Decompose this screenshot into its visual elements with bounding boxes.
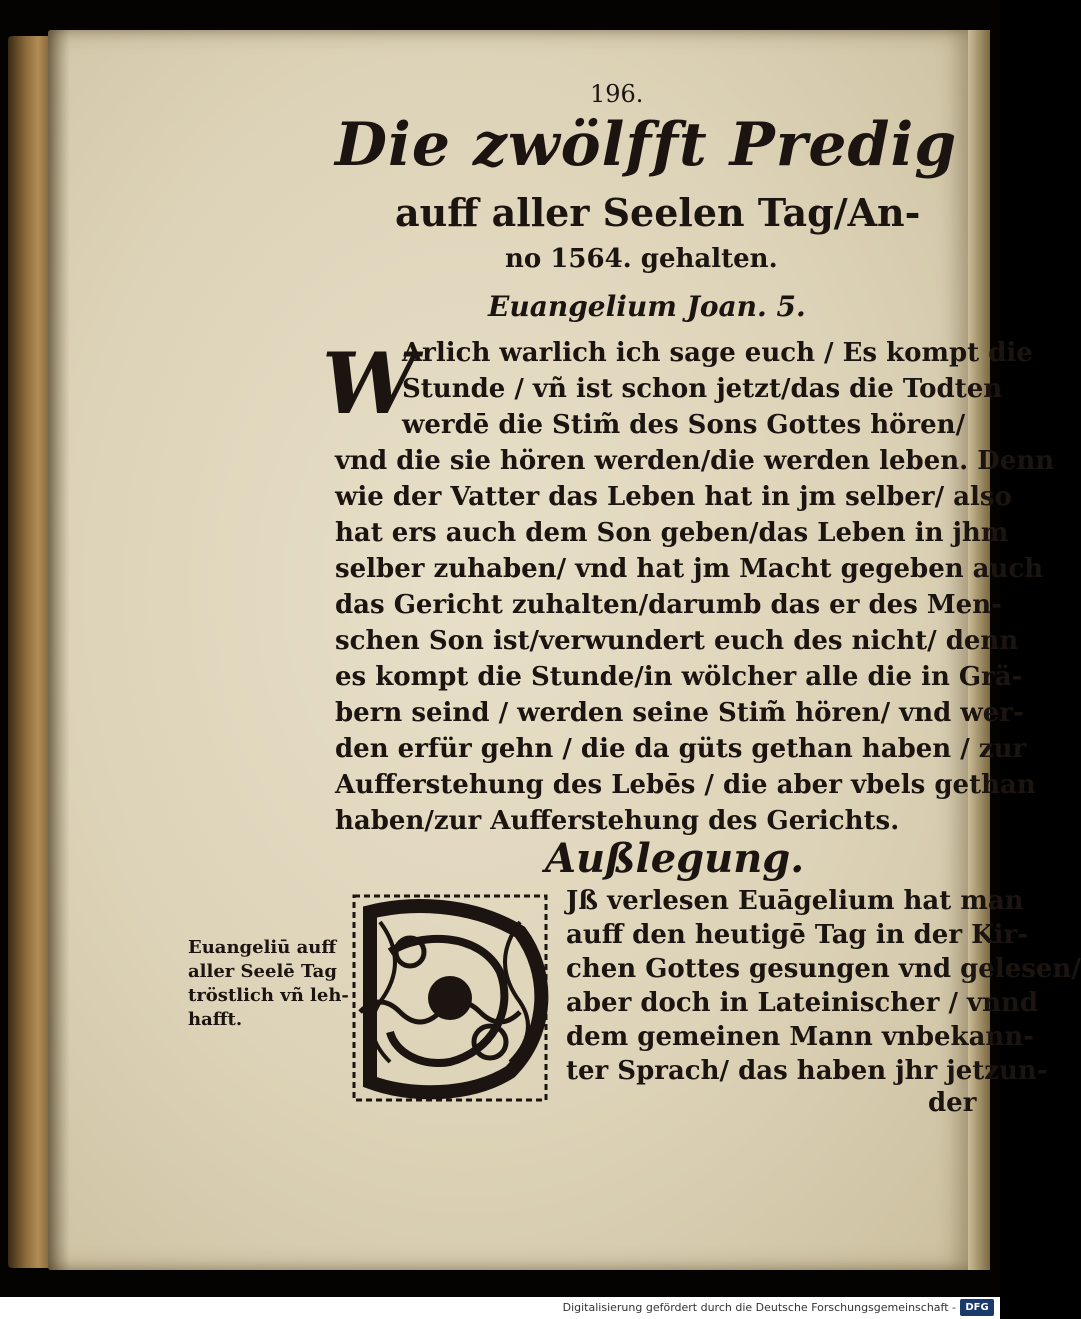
margin-note-line: tröstlich vñ leh- bbox=[188, 985, 349, 1006]
subtitle-line-1: auff aller Seelen Tag/An- bbox=[395, 190, 921, 235]
footer-credit: Digitalisierung gefördert durch die Deutsche Forschungsgemeinschaft - bbox=[562, 1301, 956, 1314]
exposition-line: dem gemeinen Mann vnbekann- bbox=[566, 1022, 1035, 1052]
margin-note-line: Euangeliū auff bbox=[188, 937, 337, 958]
gospel-line: Aufferstehung des Lebēs / die aber vbels gethan bbox=[335, 770, 1036, 800]
gospel-line: haben/zur Aufferstehung des Gerichts. bbox=[335, 806, 900, 836]
gospel-line: werdē die Stim̃ des Sons Gottes hören/ bbox=[402, 410, 966, 440]
margin-note bbox=[188, 936, 349, 1032]
page-title: Die zwölfft Predig bbox=[335, 110, 958, 180]
gospel-line: Arlich warlich ich sage euch / Es kompt die bbox=[402, 338, 1033, 368]
catchword: der bbox=[928, 1088, 977, 1118]
exposition-line: chen Gottes gesungen vnd gelesen/ bbox=[566, 954, 1081, 984]
gospel-line: hat ers auch dem Son geben/das Leben in jhm bbox=[335, 518, 1009, 548]
exposition-heading: Außlegung. bbox=[545, 835, 805, 882]
gospel-line: selber zuhaben/ vnd hat jm Macht gegeben auch bbox=[335, 554, 1044, 584]
gospel-line: es kompt die Stunde/in wölcher alle die in Grä- bbox=[335, 662, 1023, 692]
gospel-line: das Gericht zuhalten/darumb das er des Men- bbox=[335, 590, 1002, 620]
margin-note-line: hafft. bbox=[188, 1009, 243, 1030]
exposition-line: auff den heutigē Tag in der Kir- bbox=[566, 920, 1029, 950]
gospel-line: den erfür gehn / die da güts gethan haben / zur bbox=[335, 734, 1027, 764]
gospel-line: wie der Vatter das Leben hat in jm selber/ also bbox=[335, 482, 1012, 512]
ornamental-initial-d-icon bbox=[350, 892, 550, 1104]
gospel-line: schen Son ist/verwundert euch des nicht/ denn bbox=[335, 626, 1019, 656]
exposition-line: ter Sprach/ das haben jhr jetzun- bbox=[566, 1056, 1048, 1086]
exposition-line: aber doch in Lateinischer / vnnd bbox=[566, 988, 1039, 1018]
page-number: 196. bbox=[590, 80, 644, 108]
dfg-logo: DFG bbox=[960, 1299, 994, 1316]
exposition-line: Jß verlesen Euāgelium hat man bbox=[566, 886, 1024, 916]
margin-note-line: aller Seelē Tag bbox=[188, 961, 337, 982]
initial-letter: W bbox=[322, 334, 417, 433]
gutter-shadow bbox=[48, 30, 70, 1270]
subtitle-line-2: no 1564. gehalten. bbox=[505, 244, 778, 274]
gospel-line: bern seind / werden seine Stim̃ hören/ vnd wer- bbox=[335, 698, 1024, 728]
gospel-reference: Euangelium Joan. 5. bbox=[488, 290, 806, 323]
gospel-line: Stunde / vñ ist schon jetzt/das die Todten bbox=[402, 374, 1003, 404]
gospel-line: vnd die sie hören werden/die werden leben. Denn bbox=[335, 446, 1055, 476]
